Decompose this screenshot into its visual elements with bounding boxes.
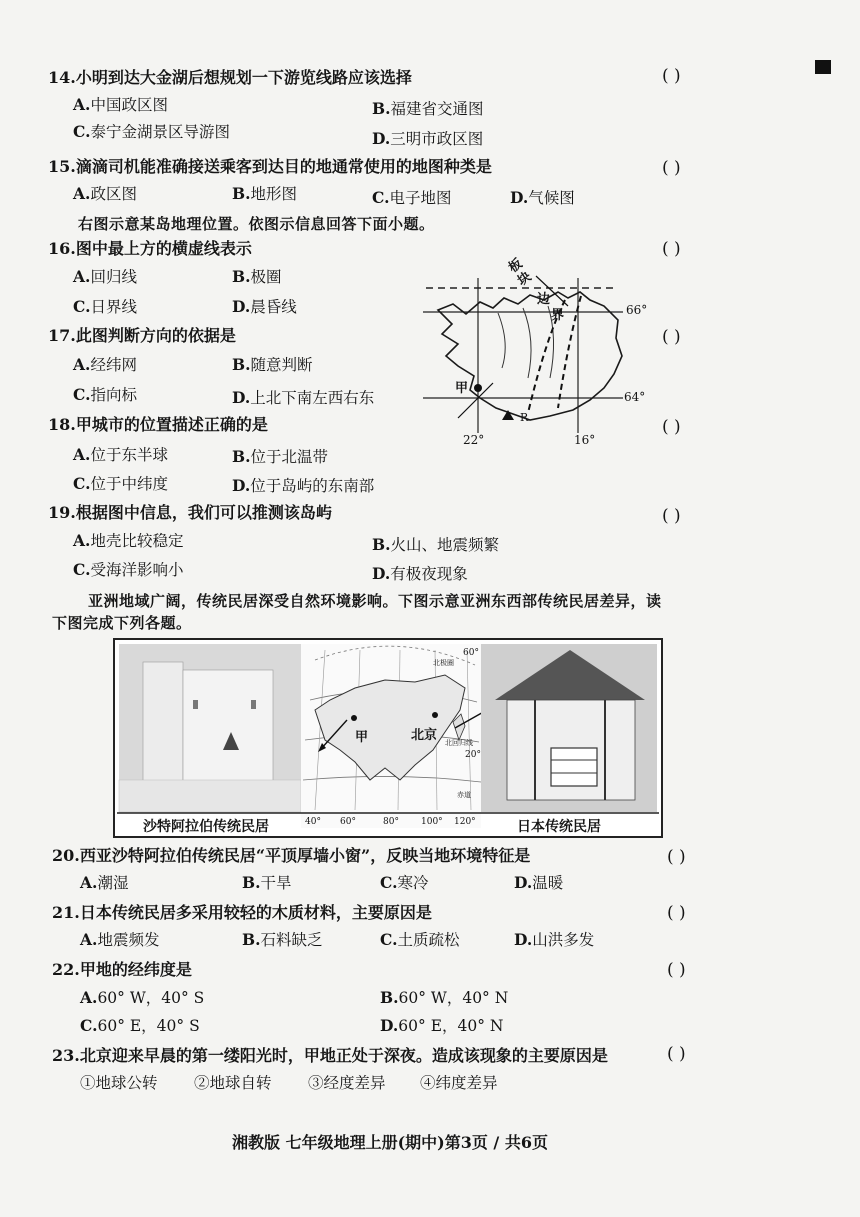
tropic-label: 北回归线 <box>445 739 473 747</box>
japan-house-window <box>551 748 597 786</box>
option-21-b[interactable]: B.石料缺乏 <box>242 930 323 949</box>
lon-tick-80: 80° <box>383 817 399 827</box>
option-15-c[interactable]: C.电子地图 <box>372 188 452 207</box>
option-16-d[interactable]: D.晨昏线 <box>232 297 297 316</box>
lat-66-label: 66° <box>626 303 648 317</box>
answer-blank-15[interactable]: ( ) <box>662 158 681 178</box>
map-jia-label: 甲 <box>355 730 369 745</box>
statement-1: ①地球公转 <box>80 1074 158 1092</box>
japan-caption: 日本传统民居 <box>517 819 601 835</box>
answer-blank-23[interactable]: ( ) <box>667 1044 686 1064</box>
option-18-b[interactable]: B.位于北温带 <box>232 447 329 466</box>
question-16: 16.图中最上方的横虚线表示 <box>48 239 252 258</box>
option-16-b[interactable]: B.极圈 <box>232 267 282 286</box>
saudi-house-tower <box>143 662 183 792</box>
option-22-a[interactable]: A.60° W，40° S <box>80 988 205 1007</box>
question-17: 17.此图判断方向的依据是 <box>48 326 236 345</box>
option-15-a[interactable]: A.政区图 <box>73 184 137 203</box>
question-22: 22.甲地的经纬度是 <box>52 960 192 979</box>
equator-label: 赤道 <box>457 791 471 799</box>
question-18: 18.甲城市的位置描述正确的是 <box>48 415 268 434</box>
option-20-b[interactable]: B.干旱 <box>242 873 292 892</box>
option-14-b[interactable]: B.福建省交通图 <box>372 99 484 118</box>
answer-blank-20[interactable]: ( ) <box>667 847 686 867</box>
option-14-a[interactable]: A.中国政区图 <box>73 95 168 114</box>
island-map <box>418 248 663 448</box>
option-22-b[interactable]: B.60° W，40° N <box>380 988 509 1007</box>
answer-blank-14[interactable]: ( ) <box>662 66 681 86</box>
option-17-b[interactable]: B.随意判断 <box>232 355 313 374</box>
option-20-c[interactable]: C.寒冷 <box>380 873 429 892</box>
lon-16-label: 16° <box>574 433 596 447</box>
city-jia-dot <box>474 384 482 392</box>
answer-blank-16[interactable]: ( ) <box>662 239 681 259</box>
plate-boundary-label-4: 界 <box>551 308 565 323</box>
lon-22-label: 22° <box>463 433 485 447</box>
option-14-d[interactable]: D.三明市政区图 <box>372 129 484 148</box>
option-19-c[interactable]: C.受海洋影响小 <box>73 560 184 579</box>
question-15: 15.滴滴司机能准确接送乘客到达目的地通常使用的地图种类是 <box>48 157 492 176</box>
page-footer: 湘教版 七年级地理上册(期中)第3页 / 共6页 <box>232 1133 548 1152</box>
intro-island: 右图示意某岛地理位置。依图示信息回答下面小题。 <box>78 215 435 233</box>
volcano-r-label: R <box>520 411 529 424</box>
option-21-d[interactable]: D.山洪多发 <box>514 930 595 949</box>
lat-64-label: 64° <box>624 390 646 404</box>
city-jia-label: 甲 <box>455 381 469 396</box>
answer-blank-18[interactable]: ( ) <box>662 417 681 437</box>
question-23: 23.北京迎来早晨的第一缕阳光时，甲地正处于深夜。造成该现象的主要原因是 <box>52 1046 608 1065</box>
lon-tick-100: 100° <box>421 817 443 827</box>
asia-figure-graphic <box>115 640 661 836</box>
lon-tick-120: 120° <box>454 817 476 827</box>
saudi-caption: 沙特阿拉伯传统民居 <box>143 819 269 835</box>
option-22-d[interactable]: D.60° E，40° N <box>380 1016 504 1035</box>
plate-boundary-label-1: 板 <box>506 256 526 277</box>
lon-tick-60: 60° <box>340 817 356 827</box>
option-19-a[interactable]: A.地壳比较稳定 <box>73 531 184 550</box>
lon-tick-40: 40° <box>305 817 321 827</box>
arctic-circle-label: 北极圈 <box>433 659 454 667</box>
option-15-b[interactable]: B.地形图 <box>232 184 298 203</box>
statement-3: ③经度差异 <box>308 1074 386 1092</box>
option-17-a[interactable]: A.经纬网 <box>73 355 137 374</box>
lat-label-20: 20° <box>465 750 481 760</box>
option-15-d[interactable]: D.气候图 <box>510 188 575 207</box>
option-19-b[interactable]: B.火山、地震频繁 <box>372 535 500 554</box>
option-17-c[interactable]: C.指向标 <box>73 385 137 404</box>
saudi-house-wall <box>183 670 273 792</box>
option-20-a[interactable]: A.潮湿 <box>80 873 129 892</box>
intro-asia-line1: 亚洲地域广阔，传统民居深受自然环境影响。下图示意亚洲东西部传统民居差异，读 <box>88 592 662 610</box>
option-14-c[interactable]: C.泰宁金湖景区导游图 <box>73 122 230 141</box>
option-16-c[interactable]: C.日界线 <box>73 297 137 316</box>
statement-4: ④纬度差异 <box>420 1074 498 1092</box>
option-16-a[interactable]: A.回归线 <box>73 267 137 286</box>
beijing-location-dot <box>432 712 438 718</box>
river <box>523 308 531 378</box>
answer-blank-17[interactable]: ( ) <box>662 327 681 347</box>
question-19: 19.根据图中信息，我们可以推测该岛屿 <box>48 503 332 522</box>
option-18-a[interactable]: A.位于东半球 <box>73 445 168 464</box>
lat-label-60: 60° <box>463 648 479 658</box>
answer-blank-21[interactable]: ( ) <box>667 903 686 923</box>
statement-2: ②地球自转 <box>194 1074 272 1092</box>
option-19-d[interactable]: D.有极夜现象 <box>372 564 468 583</box>
asia-housing-figure <box>113 638 663 838</box>
page-corner-mark <box>815 60 831 74</box>
option-21-c[interactable]: C.土质疏松 <box>380 930 460 949</box>
question-21: 21.日本传统民居多采用较轻的木质材料，主要原因是 <box>52 903 432 922</box>
island-coastline <box>438 292 622 420</box>
option-22-c[interactable]: C.60° E，40° S <box>80 1016 200 1035</box>
intro-asia-line2: 下图完成下列各题。 <box>52 614 192 632</box>
plate-boundary-label-3: 边 <box>537 292 551 307</box>
option-18-c[interactable]: C.位于中纬度 <box>73 474 168 493</box>
plate-boundary-label-2: 块 <box>515 269 535 290</box>
option-21-a[interactable]: A.地震频发 <box>80 930 160 949</box>
jia-location-dot <box>351 715 357 721</box>
option-20-d[interactable]: D.温暖 <box>514 873 564 892</box>
answer-blank-22[interactable]: ( ) <box>667 960 686 980</box>
option-18-d[interactable]: D.位于岛屿的东南部 <box>232 476 375 495</box>
question-20: 20.西亚沙特阿拉伯传统民居“平顶厚墙小窗”，反映当地环境特征是 <box>52 846 531 865</box>
option-17-d[interactable]: D.上北下南左西右东 <box>232 388 375 407</box>
question-14: 14.小明到达大金湖后想规划一下游览线路应该选择 <box>48 68 412 87</box>
river <box>498 313 505 368</box>
answer-blank-19[interactable]: ( ) <box>662 506 681 526</box>
map-beijing-label: 北京 <box>411 728 438 743</box>
